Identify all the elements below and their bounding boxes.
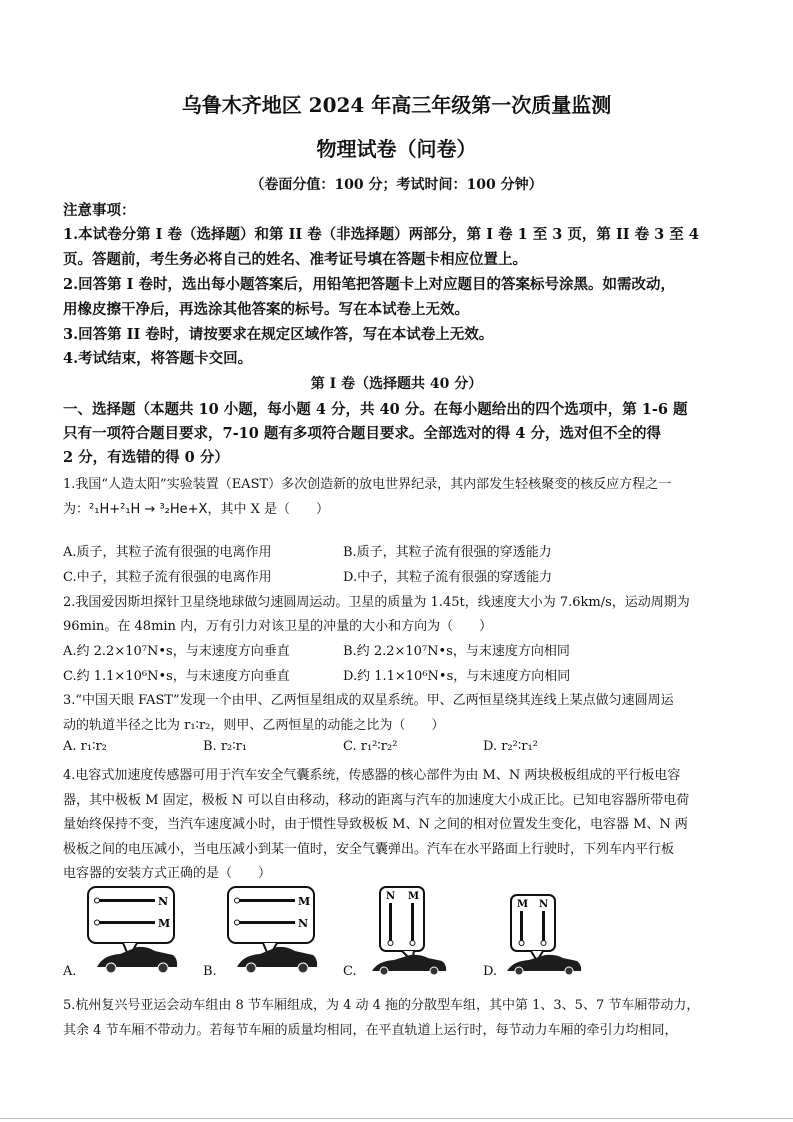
q4-c-plate-n-label: N [386,891,396,902]
q4-c-plate-n-terminal [388,941,393,946]
q4-figure-a [85,885,185,975]
section-instruction: 2 分，有选错的得 0 分） [63,449,229,466]
exam-info: （卷面分值：100 分；考试时间：100 分钟） [250,177,543,193]
q1-option-c[interactable]: C.中子，其粒子流有很强的电离作用 [63,570,272,585]
page-bottom-rule [0,1118,793,1119]
q4-b-plate-n-label: N [298,917,309,930]
q4-a-plate-m-label: M [158,917,171,930]
q1-suffix: ，其中 X 是（ ） [207,502,329,517]
q4-b-plate-m-label: M [298,895,311,908]
q1-equation: ²₁H+²₁H → ³₂He+X [89,502,208,517]
q4-option-b-label[interactable]: B. [203,964,217,979]
notes-line: 3.回答第 II 卷时，请按要求在规定区域作答，写在本试卷上无效。 [63,326,494,343]
q4-c-plate-m-terminal [410,941,415,946]
q2-option-a[interactable]: A.约 2.2×10⁷N•s，与末速度方向垂直 [63,644,290,659]
q3-stem-line2: 动的轨道半径之比为 r₁∶r₂，则甲、乙两恒星的动能之比为（ ） [63,718,445,733]
q2-option-c[interactable]: C.约 1.1×10⁶N•s，与末速度方向垂直 [63,669,290,684]
q4-figure-b [225,885,325,975]
section-instruction: 一、选择题（本题共 10 小题，每小题 4 分，共 40 分。在每小题给出的四个选项中，第 1-6 题 [63,401,688,418]
q5-stem-line: 其余 4 节车厢不带动力。若每节车厢的质量均相同，在平直轨道上运行时，每节动力车厢的牵引力均相同， [63,1023,678,1038]
q4-option-a-label[interactable]: A. [63,964,77,979]
q4-d-plate-m-label: M [517,899,529,910]
q4-stem-line: 量始终保持不变，当汽车速度减小时，由于惯性导致极板 M、N 之间的相对位置发生变化，电容器 M、N 两 [63,817,688,832]
q2-stem-line2: 96min。在 48min 内，万有引力对该卫星的冲量的大小和方向为（ ） [63,619,493,634]
notes-line: 4.考试结束，将答题卡交回。 [63,350,253,367]
q4-a-plate-m-terminal [95,920,100,925]
page-title-line1: 乌鲁木齐地区 2024 年高三年级第一次质量监测 [181,93,612,117]
section-instruction: 只有一项符合题目要求，7-10 题有多项符合题目要求。全部选对的得 4 分，选对但不全的得 [63,425,662,442]
q3-option-a[interactable]: A. r₁∶r₂ [63,739,107,754]
q3-stem: 3.“中国天眼 FAST”发现一个由甲、乙两恒星组成的双星系统。甲、乙两恒星绕其连线上某点做匀速圆周运 [63,693,674,708]
notes-line: 用橡皮擦干净后，再选涂其他答案的标号。写在本试卷上无效。 [63,301,469,318]
q4-d-plate-n-label: N [539,899,549,910]
q3-option-c[interactable]: C. r₁²∶r₂² [343,739,398,754]
q3-option-d[interactable]: D. r₂²∶r₁² [483,739,538,754]
q5-stem: 5.杭州复兴号亚运会动车组由 8 节车厢组成，为 4 动 4 拖的分散型车组，其中第 1、3、5、7 节车厢带动力， [63,998,700,1013]
q4-stem-line: 器，其中极板 M 固定，极板 N 可以自由移动，移动的距离与汽车的加速度大小成正比。已知电容器所带电荷 [63,793,690,808]
notes-line: 1.本试卷分第 I 卷（选择题）和第 II 卷（非选择题）两部分，第 I 卷 1 至 3 页，第 II 卷 3 至 4 [63,226,699,243]
q1-option-d[interactable]: D.中子，其粒子流有很强的穿透能力 [343,570,553,585]
q4-stem-line: 极板之间的电压减小，当电压减小到某一值时，安全气囊弹出。汽车在水平路面上行驶时，下列车内平行板 [63,842,675,857]
q2-option-d[interactable]: D.约 1.1×10⁶N•s，与末速度方向相同 [343,669,571,684]
q1-stem: 1.我国“人造太阳”实验装置（EAST）多次创造新的放电世界纪录，其内部发生轻核聚变的核反应方程之一 [63,477,672,492]
q4-figure-c [368,885,448,975]
q4-stem: 4.电容式加速度传感器可用于汽车安全气囊系统，传感器的核心部件为由 M、N 两块极板组成的平行板电容 [63,768,681,783]
q4-stem-line: 电容器的安装方式正确的是（ ） [63,866,272,881]
q4-a-plate-n-terminal [95,898,100,903]
q4-a-plate-n-label: N [158,895,169,908]
q4-option-d-label[interactable]: D. [483,964,498,979]
page-title-line2: 物理试卷（问卷） [316,137,477,161]
q2-option-b[interactable]: B.约 2.2×10⁷N•s，与末速度方向相同 [343,644,570,659]
q4-b-plate-n-terminal [235,920,240,925]
q4-figure-d [503,885,583,975]
q4-d-plate-m-terminal [519,941,524,946]
q1-option-a[interactable]: A.质子，其粒子流有很强的电离作用 [63,545,272,560]
q4-b-plate-m-terminal [235,898,240,903]
q1-stem-line2 [63,498,329,517]
q4-c-plate-m-label: M [408,891,420,902]
q3-option-b[interactable]: B. r₂∶r₁ [203,739,248,754]
notes-line: 页。答题前，考生务必将自己的姓名、准考证号填在答题卡相应位置上。 [63,251,527,268]
q2-stem: 2.我国爱因斯坦探针卫星绕地球做匀速圆周运动。卫星的质量为 1.45t，线速度大小为 7.6km/s，运动周期为 [63,595,690,610]
section-heading: 第 I 卷（选择题共 40 分） [310,376,483,392]
q1-option-b[interactable]: B.质子，其粒子流有很强的穿透能力 [343,545,552,560]
notes-line: 2.回答第 I 卷时，选出每小题答案后，用铅笔把答题卡上对应题目的答案标号涂黑。如需改动， [63,276,676,293]
notes-heading: 注意事项： [63,202,136,219]
q4-d-plate-n-terminal [541,941,546,946]
q1-prefix: 为： [63,502,90,517]
q4-option-c-label[interactable]: C. [343,964,357,979]
